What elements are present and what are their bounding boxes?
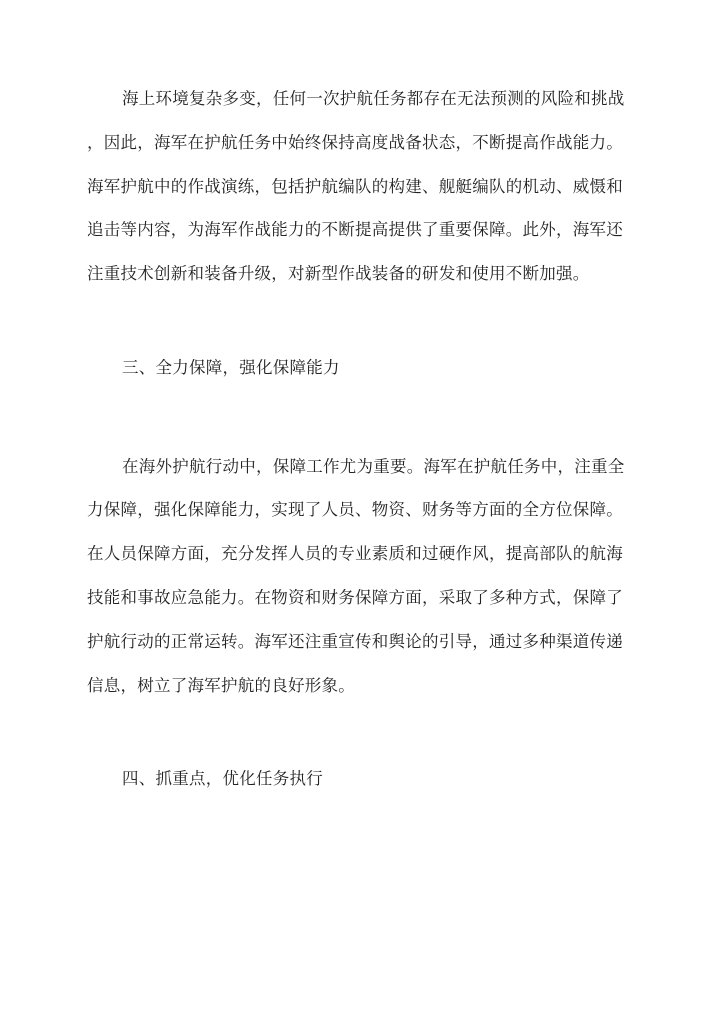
paragraph-1-line-5: 注重技术创新和装备升级，对新型作战装备的研发和使用不断加强。 <box>87 264 590 283</box>
paragraph-2-line-1: 在海外护航行动中，保障工作尤为重要。海军在护航任务中，注重全 <box>122 457 625 476</box>
paragraph-2-line-4: 技能和事故应急能力。在物资和财务保障方面，采取了多种方式，保障了 <box>87 588 623 607</box>
section-heading-3: 三、全力保障，强化保障能力 <box>122 358 340 377</box>
paragraph-1-line-1: 海上环境复杂多变，任何一次护航任务都存在无法预测的风险和挑战 <box>122 89 625 108</box>
paragraph-1-line-4: 追击等内容，为海军作战能力的不断提高提供了重要保障。此外，海军还 <box>87 220 623 239</box>
paragraph-2-line-2: 力保障，强化保障能力，实现了人员、物资、财务等方面的全方位保障。 <box>87 500 623 519</box>
paragraph-2-line-3: 在人员保障方面，充分发挥人员的专业素质和过硬作风，提高部队的航海 <box>87 544 623 563</box>
paragraph-1-line-2: ，因此，海军在护航任务中始终保持高度战备状态，不断提高作战能力。 <box>87 133 623 152</box>
section-heading-4: 四、抓重点，优化任务执行 <box>122 769 323 788</box>
paragraph-1-line-3: 海军护航中的作战演练，包括护航编队的构建、舰艇编队的机动、威慑和 <box>87 177 623 196</box>
paragraph-2-line-5: 护航行动的正常运转。海军还注重宣传和舆论的引导，通过多种渠道传递 <box>87 632 623 651</box>
paragraph-2-line-6: 信息，树立了海军护航的良好形象。 <box>87 676 355 695</box>
